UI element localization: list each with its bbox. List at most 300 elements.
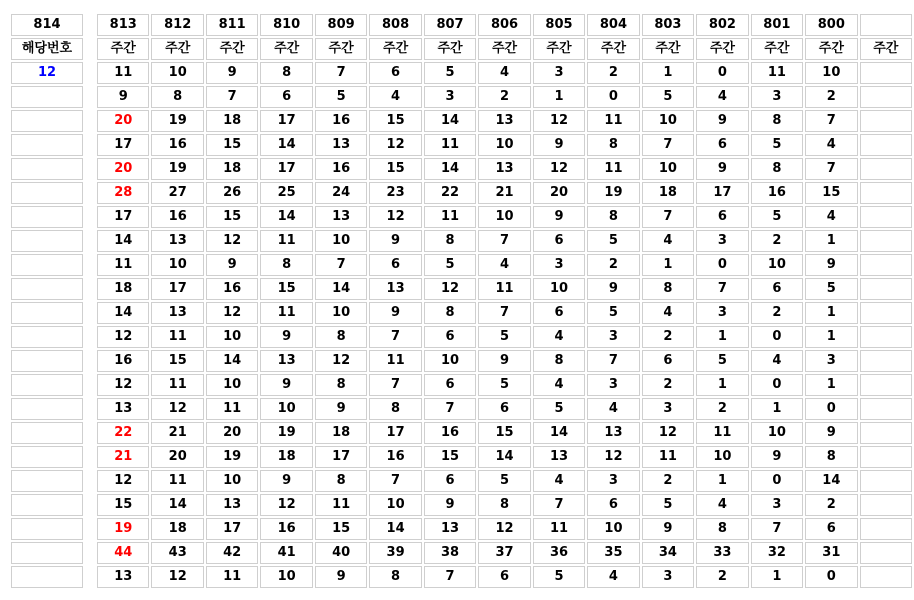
gap-cell: 7 [478, 302, 530, 324]
gap-cell: 4 [642, 302, 694, 324]
empty-cell [860, 110, 912, 132]
gap-cell: 7 [478, 230, 530, 252]
gap-cell: 12 [151, 398, 203, 420]
table-row [97, 182, 912, 204]
gap-cell: 5 [424, 62, 476, 84]
gap-cell: 12 [424, 278, 476, 300]
gap-cell: 12 [369, 206, 421, 228]
period-header-cell: 주간 [805, 38, 857, 60]
latest-gap-cell: 15 [97, 494, 149, 516]
gap-cell: 5 [587, 302, 639, 324]
table-row [97, 446, 912, 468]
left-empty-row [11, 278, 83, 300]
gap-cell: 14 [424, 158, 476, 180]
gap-cell: 10 [369, 494, 421, 516]
gap-cell: 5 [696, 350, 748, 372]
gap-cell: 14 [533, 422, 585, 444]
gap-cell: 11 [151, 470, 203, 492]
gap-cell: 36 [533, 542, 585, 564]
round-header-cell: 806 [478, 14, 530, 36]
empty-cell [860, 62, 912, 84]
gap-cell: 14 [260, 206, 312, 228]
round-header-cell: 803 [642, 14, 694, 36]
gap-cell: 9 [533, 206, 585, 228]
gap-cell: 10 [533, 278, 585, 300]
gap-cell: 2 [751, 230, 803, 252]
gap-cell: 9 [315, 398, 367, 420]
gap-cell: 0 [587, 86, 639, 108]
gap-cell: 3 [696, 302, 748, 324]
gap-cell: 10 [151, 254, 203, 276]
gap-cell: 13 [315, 134, 367, 156]
gap-cell: 15 [805, 182, 857, 204]
gap-cell: 10 [478, 134, 530, 156]
gap-cell: 8 [315, 326, 367, 348]
left-empty-row [11, 470, 83, 492]
gap-cell: 8 [751, 110, 803, 132]
gap-cell: 4 [478, 62, 530, 84]
gap-cell: 15 [206, 134, 258, 156]
gap-cell: 1 [696, 326, 748, 348]
latest-gap-cell: 9 [97, 86, 149, 108]
empty-cell [11, 206, 83, 228]
left-empty-row [11, 350, 83, 372]
gap-cell: 38 [424, 542, 476, 564]
empty-cell [860, 518, 912, 540]
gap-cell: 7 [424, 398, 476, 420]
gap-cell: 7 [369, 326, 421, 348]
gap-cell: 21 [478, 182, 530, 204]
gap-cell: 10 [642, 110, 694, 132]
left-empty-row [11, 110, 83, 132]
gap-cell: 8 [369, 566, 421, 588]
empty-cell [11, 134, 83, 156]
gap-cell: 19 [151, 110, 203, 132]
gap-cell: 0 [696, 254, 748, 276]
gap-cell: 17 [206, 518, 258, 540]
left-empty-row [11, 446, 83, 468]
gap-cell: 1 [642, 62, 694, 84]
gap-cell: 8 [478, 494, 530, 516]
gap-cell: 0 [696, 62, 748, 84]
gap-cell: 8 [424, 302, 476, 324]
gap-cell: 0 [751, 326, 803, 348]
latest-gap-cell: 12 [97, 470, 149, 492]
left-empty-row [11, 422, 83, 444]
gap-cell: 18 [260, 446, 312, 468]
gap-cell: 12 [206, 302, 258, 324]
left-empty-row [11, 230, 83, 252]
gap-cell: 7 [369, 470, 421, 492]
gap-cell: 37 [478, 542, 530, 564]
gap-cell: 15 [424, 446, 476, 468]
empty-cell [11, 374, 83, 396]
gap-cell: 6 [805, 518, 857, 540]
left-empty-row [11, 542, 83, 564]
empty-cell [11, 542, 83, 564]
table-row [97, 470, 912, 492]
gap-cell: 4 [587, 566, 639, 588]
gap-cell: 17 [369, 422, 421, 444]
empty-cell [11, 566, 83, 588]
gap-cell: 5 [478, 326, 530, 348]
gap-cell: 10 [260, 566, 312, 588]
empty-cell [860, 206, 912, 228]
gap-cell: 11 [424, 134, 476, 156]
table-row [97, 206, 912, 228]
gap-cell: 4 [478, 254, 530, 276]
gap-cell: 9 [260, 374, 312, 396]
gap-cell: 11 [151, 326, 203, 348]
gap-cell: 7 [805, 158, 857, 180]
gap-cell: 4 [533, 326, 585, 348]
round-header-cell: 804 [587, 14, 639, 36]
period-header-cell: 주간 [369, 38, 421, 60]
gap-cell: 12 [478, 518, 530, 540]
gap-cell: 1 [751, 566, 803, 588]
gap-cell: 16 [206, 278, 258, 300]
gap-cell: 9 [696, 158, 748, 180]
gap-cell: 1 [805, 230, 857, 252]
left-empty-row [11, 326, 83, 348]
gap-cell: 15 [315, 518, 367, 540]
table-row [97, 134, 912, 156]
table-row [97, 422, 912, 444]
gap-cell: 7 [424, 566, 476, 588]
gap-cell: 12 [587, 446, 639, 468]
left-empty-row [11, 566, 83, 588]
gap-cell: 17 [315, 446, 367, 468]
gap-cell: 42 [206, 542, 258, 564]
gap-cell: 14 [805, 470, 857, 492]
gap-cell: 5 [751, 134, 803, 156]
latest-gap-cell: 14 [97, 302, 149, 324]
empty-cell [860, 134, 912, 156]
gap-cell: 15 [206, 206, 258, 228]
gap-cell: 12 [642, 422, 694, 444]
gap-cell: 18 [151, 518, 203, 540]
period-header-cell: 주간 [424, 38, 476, 60]
table-row [97, 374, 912, 396]
gap-cell: 14 [315, 278, 367, 300]
gap-cell: 5 [642, 494, 694, 516]
gap-cell: 3 [751, 494, 803, 516]
gap-cell: 20 [533, 182, 585, 204]
empty-cell [860, 158, 912, 180]
round-header-cell: 812 [151, 14, 203, 36]
gap-cell: 6 [696, 134, 748, 156]
table-row [97, 158, 912, 180]
gap-cell: 4 [642, 230, 694, 252]
latest-gap-cell: 13 [97, 398, 149, 420]
gap-cell: 7 [642, 206, 694, 228]
left-empty-row [11, 374, 83, 396]
empty-cell [11, 350, 83, 372]
gap-cell: 16 [751, 182, 803, 204]
gap-cell: 13 [424, 518, 476, 540]
weekly-gap-table [95, 12, 914, 590]
empty-cell [11, 326, 83, 348]
empty-cell [11, 446, 83, 468]
gap-cell: 3 [751, 86, 803, 108]
gap-cell: 9 [260, 470, 312, 492]
latest-gap-cell: 11 [97, 62, 149, 84]
gap-cell: 7 [369, 374, 421, 396]
gap-cell: 8 [260, 254, 312, 276]
gap-cell: 4 [696, 494, 748, 516]
gap-cell: 4 [696, 86, 748, 108]
gap-cell: 6 [478, 566, 530, 588]
left-empty-row [11, 86, 83, 108]
gap-cell: 10 [315, 302, 367, 324]
empty-cell [11, 230, 83, 252]
gap-cell: 7 [587, 350, 639, 372]
gap-cell: 10 [587, 518, 639, 540]
gap-cell: 0 [751, 470, 803, 492]
empty-cell [11, 398, 83, 420]
gap-cell: 16 [315, 158, 367, 180]
gap-cell: 0 [751, 374, 803, 396]
empty-cell [11, 518, 83, 540]
latest-gap-cell: 12 [97, 374, 149, 396]
gap-cell: 10 [206, 374, 258, 396]
gap-cell: 7 [696, 278, 748, 300]
gap-cell: 14 [151, 494, 203, 516]
empty-cell [860, 470, 912, 492]
gap-cell: 15 [151, 350, 203, 372]
gap-cell: 9 [206, 62, 258, 84]
gap-cell: 9 [424, 494, 476, 516]
empty-cell [860, 374, 912, 396]
gap-cell: 13 [369, 278, 421, 300]
gap-cell: 8 [424, 230, 476, 252]
round-header-cell: 813 [97, 14, 149, 36]
gap-cell: 7 [315, 62, 367, 84]
latest-gap-cell: 20 [97, 158, 149, 180]
gap-cell: 5 [587, 230, 639, 252]
gap-cell: 10 [751, 422, 803, 444]
gap-cell: 35 [587, 542, 639, 564]
gap-cell: 5 [478, 470, 530, 492]
gap-cell: 8 [805, 446, 857, 468]
round-header-cell: 805 [533, 14, 585, 36]
gap-cell: 16 [151, 206, 203, 228]
gap-cell: 13 [151, 302, 203, 324]
empty-cell [860, 398, 912, 420]
gap-cell: 6 [424, 470, 476, 492]
period-header-cell: 주간 [751, 38, 803, 60]
gap-cell: 3 [533, 254, 585, 276]
gap-cell: 2 [696, 566, 748, 588]
gap-cell: 7 [206, 86, 258, 108]
latest-gap-cell: 21 [97, 446, 149, 468]
gap-cell: 8 [315, 470, 367, 492]
gap-cell: 13 [260, 350, 312, 372]
gap-cell: 3 [805, 350, 857, 372]
gap-cell: 2 [642, 374, 694, 396]
gap-cell: 2 [587, 254, 639, 276]
period-header-row [97, 38, 912, 60]
left-empty-row [11, 518, 83, 540]
gap-cell: 7 [533, 494, 585, 516]
current-round-number: 814 [11, 14, 83, 36]
round-header-cell: 809 [315, 14, 367, 36]
empty-cell [860, 254, 912, 276]
gap-cell: 1 [805, 302, 857, 324]
round-header-row [97, 14, 912, 36]
gap-cell: 7 [751, 518, 803, 540]
gap-cell: 6 [696, 206, 748, 228]
gap-cell: 14 [424, 110, 476, 132]
gap-cell: 9 [369, 302, 421, 324]
gap-cell: 10 [805, 62, 857, 84]
gap-cell: 8 [315, 374, 367, 396]
gap-cell: 15 [369, 110, 421, 132]
period-header-cell: 주간 [315, 38, 367, 60]
gap-cell: 23 [369, 182, 421, 204]
gap-cell: 10 [696, 446, 748, 468]
gap-cell: 9 [478, 350, 530, 372]
gap-cell: 9 [642, 518, 694, 540]
table-row [97, 302, 912, 324]
gap-cell: 3 [642, 398, 694, 420]
extra-round-header-cell [860, 14, 912, 36]
weekly-gap-body [97, 14, 912, 588]
gap-cell: 11 [424, 206, 476, 228]
gap-cell: 9 [533, 134, 585, 156]
latest-gap-cell: 28 [97, 182, 149, 204]
gap-cell: 9 [315, 566, 367, 588]
gap-cell: 21 [151, 422, 203, 444]
empty-cell [860, 350, 912, 372]
gap-cell: 17 [260, 110, 312, 132]
gap-cell: 11 [369, 350, 421, 372]
current-number-value: 12 [11, 62, 83, 84]
gap-cell: 16 [424, 422, 476, 444]
gap-cell: 14 [478, 446, 530, 468]
gap-cell: 13 [478, 158, 530, 180]
gap-cell: 9 [369, 230, 421, 252]
gap-cell: 12 [533, 158, 585, 180]
period-header-cell: 주간 [696, 38, 748, 60]
gap-cell: 3 [533, 62, 585, 84]
gap-cell: 8 [260, 62, 312, 84]
gap-cell: 11 [587, 158, 639, 180]
gap-cell: 10 [751, 254, 803, 276]
gap-cell: 13 [315, 206, 367, 228]
gap-cell: 12 [260, 494, 312, 516]
empty-cell [860, 566, 912, 588]
gap-cell: 2 [696, 398, 748, 420]
gap-cell: 4 [805, 134, 857, 156]
period-header-cell: 주간 [642, 38, 694, 60]
left-header-row [11, 14, 83, 36]
empty-cell [860, 542, 912, 564]
gap-cell: 6 [478, 398, 530, 420]
gap-cell: 15 [369, 158, 421, 180]
empty-cell [860, 326, 912, 348]
period-header-cell: 주간 [533, 38, 585, 60]
latest-gap-cell: 12 [97, 326, 149, 348]
gap-cell: 27 [151, 182, 203, 204]
gap-cell: 6 [424, 374, 476, 396]
gap-cell: 6 [587, 494, 639, 516]
gap-cell: 33 [696, 542, 748, 564]
gap-cell: 22 [424, 182, 476, 204]
left-empty-row [11, 398, 83, 420]
gap-cell: 4 [751, 350, 803, 372]
period-header-cell: 주간 [206, 38, 258, 60]
gap-cell: 1 [805, 374, 857, 396]
gap-cell: 19 [206, 446, 258, 468]
gap-cell: 6 [260, 86, 312, 108]
round-header-cell: 811 [206, 14, 258, 36]
gap-cell: 11 [260, 230, 312, 252]
gap-cell: 12 [206, 230, 258, 252]
gap-cell: 17 [696, 182, 748, 204]
gap-cell: 24 [315, 182, 367, 204]
gap-cell: 13 [151, 230, 203, 252]
gap-cell: 10 [315, 230, 367, 252]
gap-cell: 3 [696, 230, 748, 252]
gap-cell: 6 [533, 230, 585, 252]
gap-cell: 8 [533, 350, 585, 372]
gap-cell: 2 [642, 470, 694, 492]
gap-cell: 3 [424, 86, 476, 108]
empty-cell [860, 86, 912, 108]
table-row [97, 110, 912, 132]
latest-gap-cell: 17 [97, 206, 149, 228]
gap-cell: 8 [151, 86, 203, 108]
gap-cell: 10 [424, 350, 476, 372]
gap-cell: 6 [424, 326, 476, 348]
gap-cell: 32 [751, 542, 803, 564]
table-row [97, 326, 912, 348]
latest-gap-cell: 18 [97, 278, 149, 300]
gap-cell: 8 [369, 398, 421, 420]
period-header-cell: 주간 [260, 38, 312, 60]
gap-cell: 11 [315, 494, 367, 516]
left-empty-row [11, 302, 83, 324]
table-row [97, 62, 912, 84]
period-header-cell: 주간 [151, 38, 203, 60]
gap-cell: 9 [751, 446, 803, 468]
gap-cell: 40 [315, 542, 367, 564]
gap-cell: 10 [151, 62, 203, 84]
left-empty-row [11, 494, 83, 516]
round-header-cell: 800 [805, 14, 857, 36]
gap-cell: 11 [533, 518, 585, 540]
gap-cell: 10 [260, 398, 312, 420]
gap-cell: 11 [751, 62, 803, 84]
period-header-cell: 주간 [587, 38, 639, 60]
latest-gap-cell: 22 [97, 422, 149, 444]
left-value-row [11, 62, 83, 84]
empty-cell [11, 494, 83, 516]
table-row [97, 566, 912, 588]
gap-cell: 18 [315, 422, 367, 444]
gap-cell: 18 [206, 110, 258, 132]
gap-cell: 9 [805, 254, 857, 276]
gap-cell: 5 [642, 86, 694, 108]
gap-cell: 10 [206, 326, 258, 348]
period-header-cell: 주간 [97, 38, 149, 60]
empty-cell [860, 278, 912, 300]
gap-cell: 16 [369, 446, 421, 468]
empty-cell [11, 278, 83, 300]
empty-cell [11, 158, 83, 180]
current-round-body [11, 14, 83, 588]
